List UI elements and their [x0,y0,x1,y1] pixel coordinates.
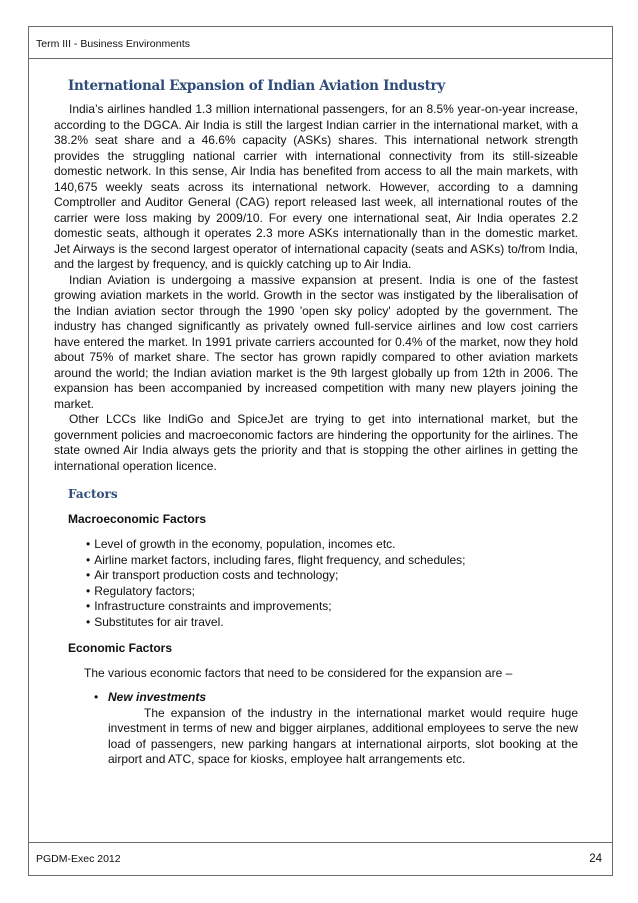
footer-program: PGDM-Exec 2012 [36,853,121,865]
list-item: • Airline market factors, including fares, flight frequency, and schedules; [86,553,578,569]
paragraph: Other LCCs like IndiGo and SpiceJet are trying to get into international market, but the government policies and macroeconomic factors are hindering the opportunity for the airlines. The state owned Air India always gets the priority and that is stopping the other airlines in getting the international operation licence. [54,412,578,473]
header-divider [28,58,613,59]
footer-divider [28,842,613,843]
new-investments-text: The expansion of the industry in the international market would require huge investment in terms of new and bigger airplanes, additional employees to serve the new load of passengers, new parking hangars at international airports, slot booking at the airport and ATC, space for kiosks, employee halt arrangements etc. [108,705,578,766]
macroeconomic-heading: Macroeconomic Factors [68,512,207,526]
macroeconomic-list [68,537,578,630]
paragraph: India’s airlines handled 1.3 million international passengers, for an 8.5% year-on-year increase, according to the DGCA. Air India is still the largest Indian carrier in the international market, with a 38.2% seat share and a 46.6% capacity (ASKs) shares. This international network strength provides the struggling national carrier with international connectivity from its still-sizeable domestic network. In this sense, Air India has benefited from access to all the main markets, with 140,675 weekly seats across its international network. However, according to a damning Comptroller and Auditor General (CAG) report released last week, all international routes of the carrier were loss making by 2009/10. For every one international seat, Air India operates 2.2 domestic seats, although it operates 2.3 more ASKs internationally than in the domestic market. Jet Airways is the second largest operator of international capacity (seats and ASKs) to/from India, and the largest by frequency, and is quickly catching up to Air India. [54,102,578,271]
list-item: • Air transport production costs and technology; [86,568,578,584]
factors-heading: Factors [68,487,118,501]
article-title: International Expansion of Indian Aviation Industry [68,78,445,94]
paragraph: Indian Aviation is undergoing a massive expansion at present. India is one of the fastest growing aviation markets in the world. Growth in the sector was instigated by the liberalisation of the Indian aviation sector through the 1990 'open sky policy' adopted by the government. The industry has changed significantly as privately owned full-service airlines and low cost carriers have entered the market. In 1991 private carriers accounted for 0.4% of the market, now they hold about 75% of market share. The sector has grown rapidly compared to other aviation markets around the world; the Indian aviation market is the 9th largest globally up from 12th in 2006. The expansion has been accompanied by increased competition with many new players joining the market. [54,272,578,411]
article-body [54,102,578,474]
list-item: • Regulatory factors; [86,584,578,600]
page-content [54,78,578,768]
list-item: • Infrastructure constraints and improvements; [86,599,578,615]
bullet-icon: • [94,690,99,704]
economic-intro: The various economic factors that need to be considered for the expansion are – [84,666,513,680]
economic-heading: Economic Factors [68,641,173,655]
list-item: • Level of growth in the economy, population, incomes etc. [86,537,578,553]
page-number: 24 [589,853,602,865]
running-header: Term III - Business Environments [36,38,191,50]
list-item: • Substitutes for air travel. [86,615,578,631]
new-investments-item [94,690,578,768]
new-investments-title: New investments [108,690,207,704]
